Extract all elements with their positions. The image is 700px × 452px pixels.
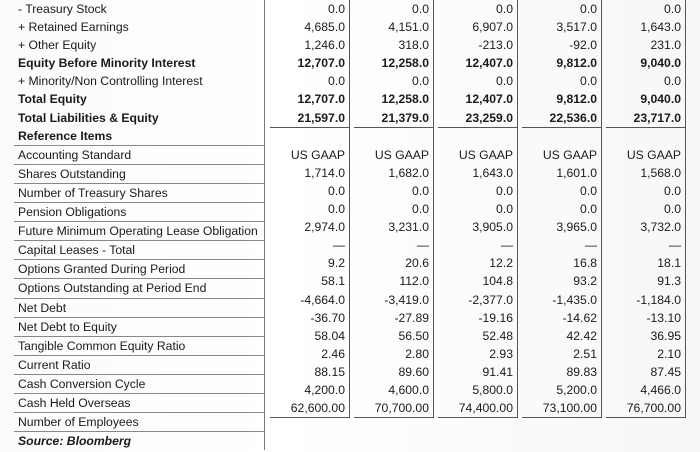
value-cell: 36.95 <box>606 327 686 345</box>
value-cell: 0.0 <box>270 200 350 218</box>
value-cell: 0.0 <box>354 200 434 218</box>
label-total-equity: Total Equity <box>18 92 87 107</box>
value-cell: 56.50 <box>354 327 434 345</box>
value-cell: 73,100.00 <box>522 399 602 418</box>
value-cell: — <box>606 236 686 254</box>
value-cell: US GAAP <box>438 146 518 164</box>
value-cell: 12,407.0 <box>438 54 518 72</box>
value-cell: 1,643.0 <box>606 18 686 36</box>
row-labels <box>14 0 265 450</box>
value-cell: — <box>354 236 434 254</box>
value-cell: 5,200.0 <box>522 381 602 399</box>
value-cell: -2,377.0 <box>438 291 518 309</box>
value-cell: 58.1 <box>270 272 350 290</box>
value-column-4 <box>522 0 602 418</box>
label-pension-obligations: Pension Obligations <box>14 203 264 222</box>
value-cell: 3,905.0 <box>438 218 518 236</box>
value-cell: 18.1 <box>606 254 686 272</box>
value-cell: 12.2 <box>438 254 518 272</box>
label-treasury-shares: Number of Treasury Shares <box>14 184 264 203</box>
value-cell: 104.8 <box>438 272 518 290</box>
label-equity-before-minority: Equity Before Minority Interest <box>18 56 196 71</box>
value-cell: 76,700.00 <box>606 399 686 418</box>
value-cell: — <box>522 236 602 254</box>
value-cell: 0.0 <box>606 200 686 218</box>
value-cell: 0.0 <box>354 182 434 200</box>
value-cell: 318.0 <box>354 36 434 54</box>
label-capital-leases: Capital Leases - Total <box>14 241 264 260</box>
label-retained-earnings: + Retained Earnings <box>18 20 129 35</box>
value-cell: 87.45 <box>606 363 686 381</box>
value-cell: 6,907.0 <box>438 18 518 36</box>
value-cell: 0.0 <box>438 182 518 200</box>
label-cash-conversion-cycle: Cash Conversion Cycle <box>14 375 264 394</box>
value-cell: 89.83 <box>522 363 602 381</box>
value-cell: 20.6 <box>354 254 434 272</box>
value-cell: 9,040.0 <box>606 90 686 108</box>
value-cell: 1,643.0 <box>438 164 518 182</box>
value-cell: 2.51 <box>522 345 602 363</box>
value-cell <box>270 128 350 146</box>
label-cash-held-overseas: Cash Held Overseas <box>14 394 264 413</box>
value-cell: 0.0 <box>522 0 602 18</box>
value-cell: 4,200.0 <box>270 381 350 399</box>
value-columns <box>270 0 690 420</box>
value-cell: 0.0 <box>522 182 602 200</box>
value-cell: 9,040.0 <box>606 54 686 72</box>
value-cell: -19.16 <box>438 309 518 327</box>
value-column-5 <box>606 0 686 418</box>
value-cell: US GAAP <box>522 146 602 164</box>
value-cell: -27.89 <box>354 309 434 327</box>
label-net-debt: Net Debt <box>14 299 264 318</box>
label-number-of-employees: Number of Employees <box>14 413 264 432</box>
value-cell: 5,800.0 <box>438 381 518 399</box>
label-current-ratio: Current Ratio <box>14 356 264 375</box>
value-cell: -14.62 <box>522 309 602 327</box>
source-note: Source: Bloomberg <box>18 434 132 449</box>
value-cell: 21,597.0 <box>270 109 350 128</box>
value-column-1 <box>270 0 350 418</box>
value-cell: 0.0 <box>270 72 350 90</box>
value-cell: 2.10 <box>606 345 686 363</box>
value-cell: 12,407.0 <box>438 90 518 108</box>
value-cell: US GAAP <box>354 146 434 164</box>
value-cell <box>354 128 434 146</box>
value-cell: -36.70 <box>270 309 350 327</box>
label-net-debt-to-equity: Net Debt to Equity <box>14 318 264 337</box>
value-cell: 4,151.0 <box>354 18 434 36</box>
value-cell: 74,400.00 <box>438 399 518 418</box>
value-cell: 0.0 <box>606 182 686 200</box>
value-cell <box>438 128 518 146</box>
value-cell: 1,601.0 <box>522 164 602 182</box>
value-cell: 9,812.0 <box>522 90 602 108</box>
value-cell: 0.0 <box>438 72 518 90</box>
value-cell: 0.0 <box>354 0 434 18</box>
label-accounting-standard: Accounting Standard <box>14 145 264 165</box>
value-cell: -3,419.0 <box>354 291 434 309</box>
value-cell: 22,536.0 <box>522 109 602 128</box>
label-operating-lease: Future Minimum Operating Lease Obligation <box>14 222 264 241</box>
value-cell: 112.0 <box>354 272 434 290</box>
value-column-2 <box>354 0 434 418</box>
value-cell: 91.3 <box>606 272 686 290</box>
value-cell: 21,379.0 <box>354 109 434 128</box>
value-cell: 12,258.0 <box>354 54 434 72</box>
label-treasury-stock: - Treasury Stock <box>18 2 107 16</box>
value-cell: 3,732.0 <box>606 218 686 236</box>
value-cell: 0.0 <box>438 200 518 218</box>
value-cell: 0.0 <box>522 72 602 90</box>
label-shares-outstanding: Shares Outstanding <box>14 165 264 184</box>
value-cell: 231.0 <box>606 36 686 54</box>
value-cell: -13.10 <box>606 309 686 327</box>
value-cell: -1,435.0 <box>522 291 602 309</box>
label-reference-items: Reference Items <box>18 128 113 143</box>
value-cell: US GAAP <box>606 146 686 164</box>
value-cell: 58.04 <box>270 327 350 345</box>
value-cell: 3,231.0 <box>354 218 434 236</box>
label-other-equity: + Other Equity <box>18 38 97 53</box>
value-cell: -4,664.0 <box>270 291 350 309</box>
value-cell: 62,600.00 <box>270 399 350 418</box>
value-cell: 42.42 <box>522 327 602 345</box>
value-cell: 89.60 <box>354 363 434 381</box>
value-cell: 0.0 <box>438 0 518 18</box>
value-cell: 4,685.0 <box>270 18 350 36</box>
value-cell: US GAAP <box>270 146 350 164</box>
value-cell: 1,568.0 <box>606 164 686 182</box>
value-cell: -1,184.0 <box>606 291 686 309</box>
value-cell: 52.48 <box>438 327 518 345</box>
value-cell: 70,700.00 <box>354 399 434 418</box>
value-cell <box>606 128 686 146</box>
value-cell: 12,707.0 <box>270 54 350 72</box>
value-cell: 1,714.0 <box>270 164 350 182</box>
value-cell: 93.2 <box>522 272 602 290</box>
value-cell: 2.80 <box>354 345 434 363</box>
value-cell: — <box>438 236 518 254</box>
value-cell: — <box>270 236 350 254</box>
value-cell: 12,707.0 <box>270 90 350 108</box>
value-cell: 0.0 <box>606 72 686 90</box>
label-tangible-equity-ratio: Tangible Common Equity Ratio <box>14 337 264 356</box>
value-cell: 3,965.0 <box>522 218 602 236</box>
value-cell: -213.0 <box>438 36 518 54</box>
value-cell: 2.46 <box>270 345 350 363</box>
value-cell: 16.8 <box>522 254 602 272</box>
value-cell: 23,717.0 <box>606 109 686 128</box>
value-cell: 0.0 <box>354 72 434 90</box>
value-cell: -92.0 <box>522 36 602 54</box>
value-cell: 0.0 <box>270 182 350 200</box>
value-cell: 4,600.0 <box>354 381 434 399</box>
value-cell: 23,259.0 <box>438 109 518 128</box>
value-cell <box>522 128 602 146</box>
value-cell: 88.15 <box>270 363 350 381</box>
value-cell: 4,466.0 <box>606 381 686 399</box>
label-minority-interest: + Minority/Non Controlling Interest <box>18 74 203 89</box>
value-cell: 3,517.0 <box>522 18 602 36</box>
value-cell: 0.0 <box>606 0 686 18</box>
value-cell: 12,258.0 <box>354 90 434 108</box>
value-cell: 2,974.0 <box>270 218 350 236</box>
value-cell: 91.41 <box>438 363 518 381</box>
value-cell: 1,246.0 <box>270 36 350 54</box>
label-options-outstanding: Options Outstanding at Period End <box>14 279 264 298</box>
value-cell: 9,812.0 <box>522 54 602 72</box>
label-options-granted: Options Granted During Period <box>14 260 264 279</box>
label-total-liabilities-equity: Total Liabilities & Equity <box>18 110 159 125</box>
value-cell: 0.0 <box>270 0 350 18</box>
value-cell: 9.2 <box>270 254 350 272</box>
value-cell: 1,682.0 <box>354 164 434 182</box>
value-column-3 <box>438 0 518 418</box>
value-cell: 0.0 <box>522 200 602 218</box>
value-cell: 2.93 <box>438 345 518 363</box>
